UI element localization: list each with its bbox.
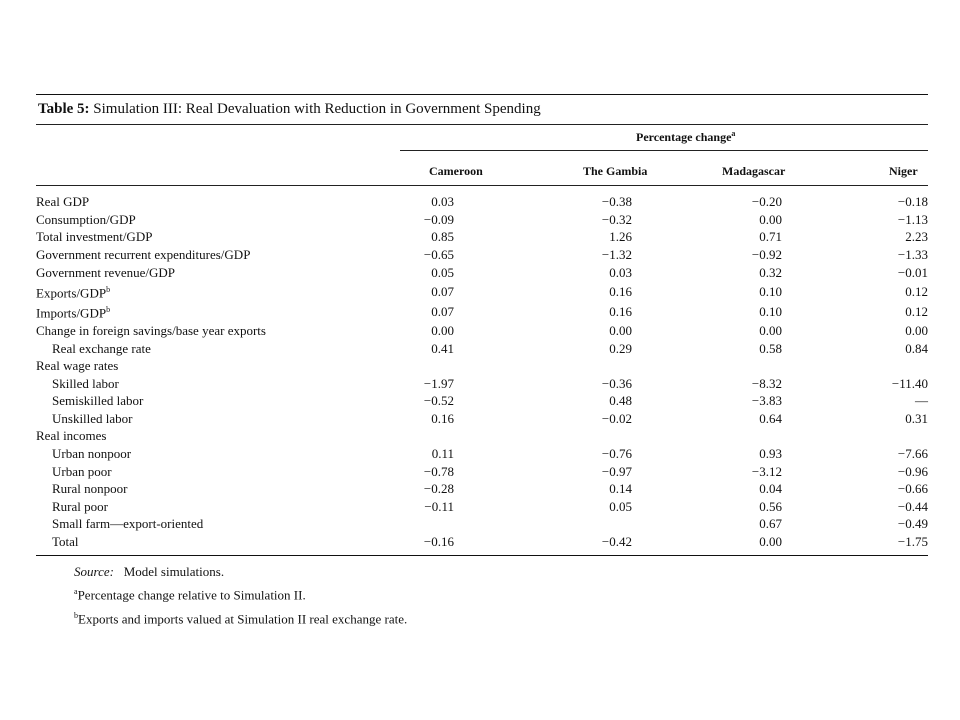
source-text: Model simulations. <box>123 564 225 580</box>
cell-madagascar: −3.83 <box>751 393 782 409</box>
cell-cameroon: −0.16 <box>423 534 454 550</box>
cell-niger: 0.00 <box>905 322 928 338</box>
row-label-text: Unskilled labor <box>52 410 133 426</box>
row-label-note: b <box>106 284 111 294</box>
column-header-niger: Niger <box>889 164 918 178</box>
cell-niger: −0.01 <box>897 264 928 280</box>
row-label <box>36 281 422 301</box>
table-row <box>36 322 928 340</box>
cell-niger: −0.96 <box>897 463 928 479</box>
row-label-text: Total <box>52 534 79 550</box>
cell-the-gambia: −0.97 <box>601 463 632 479</box>
cell-niger: −0.66 <box>897 481 928 497</box>
table-row <box>36 339 928 357</box>
row-label <box>36 480 422 498</box>
cell-cameroon: 0.00 <box>431 322 454 338</box>
cell-cameroon: −0.65 <box>423 247 454 263</box>
table-row <box>36 392 928 410</box>
cell-madagascar: 0.56 <box>759 498 782 514</box>
header-rule <box>36 185 928 186</box>
cell-the-gambia: −0.02 <box>601 410 632 426</box>
row-label-text: Semiskilled labor <box>52 393 144 409</box>
bottom-rule <box>36 555 928 556</box>
table-row <box>36 533 928 551</box>
data-table <box>36 193 928 550</box>
cell-madagascar: 0.58 <box>759 340 782 356</box>
footnote-a-mark: a <box>74 587 78 597</box>
cell-niger: 0.31 <box>905 410 928 426</box>
row-label <box>36 228 422 246</box>
footnote-b <box>74 606 928 629</box>
table-row <box>36 357 928 375</box>
cell-madagascar: 0.10 <box>759 283 782 299</box>
cell-madagascar <box>632 427 782 445</box>
cell-niger: — <box>915 393 928 409</box>
table-row <box>36 211 928 229</box>
column-header-the-gambia: The Gambia <box>583 164 648 178</box>
row-label-text: Government revenue/GDP <box>36 264 175 280</box>
row-label-note: b <box>106 305 111 315</box>
table-row <box>36 374 928 392</box>
cell-madagascar: −8.32 <box>751 375 782 391</box>
cell-the-gambia: −0.38 <box>601 194 632 210</box>
column-header-row <box>36 151 928 185</box>
table-caption <box>36 95 928 124</box>
table-row <box>36 498 928 516</box>
cell-the-gambia: −0.42 <box>601 534 632 550</box>
footnote-a-text: Percentage change relative to Simulation II. <box>77 587 306 603</box>
table-row <box>36 515 928 533</box>
cell-cameroon <box>422 427 454 445</box>
row-label-text: Total investment/GDP <box>36 229 153 245</box>
cell-madagascar: 0.00 <box>759 534 782 550</box>
row-label-text: Small farm—export-oriented <box>52 516 204 532</box>
row-label-text: Rural nonpoor <box>52 481 128 497</box>
row-label-text: Change in foreign savings/base year exports <box>36 322 266 338</box>
cell-cameroon: 0.41 <box>431 340 454 356</box>
table-row <box>36 462 928 480</box>
source-label: Source: <box>74 564 114 580</box>
group-header <box>636 129 735 145</box>
cell-cameroon: −0.09 <box>423 211 454 227</box>
caption-label: Table 5: <box>38 101 90 117</box>
cell-madagascar <box>632 357 782 375</box>
cell-the-gambia: 1.26 <box>609 229 632 245</box>
cell-the-gambia <box>454 515 632 533</box>
group-header-row <box>36 125 928 151</box>
cell-the-gambia: 0.48 <box>609 393 632 409</box>
cell-the-gambia: −0.36 <box>601 375 632 391</box>
cell-cameroon: −1.97 <box>423 375 454 391</box>
row-label-text: Consumption/GDP <box>36 211 136 227</box>
cell-cameroon: 0.16 <box>431 410 454 426</box>
cell-cameroon <box>422 357 454 375</box>
cell-madagascar: −3.12 <box>751 463 782 479</box>
cell-the-gambia: 0.16 <box>609 303 632 319</box>
cell-niger: −0.18 <box>897 194 928 210</box>
cell-cameroon: −0.52 <box>423 393 454 409</box>
cell-cameroon: 0.05 <box>431 264 454 280</box>
row-label <box>36 211 422 229</box>
cell-madagascar: 0.71 <box>759 229 782 245</box>
cell-the-gambia: 0.05 <box>609 498 632 514</box>
cell-madagascar: 0.32 <box>759 264 782 280</box>
table-row <box>36 480 928 498</box>
cell-the-gambia: 0.16 <box>609 283 632 299</box>
group-header-note: a <box>731 129 736 138</box>
row-label <box>36 462 422 480</box>
row-label <box>36 498 422 516</box>
cell-madagascar: 0.00 <box>759 322 782 338</box>
cell-the-gambia <box>454 357 632 375</box>
row-label <box>36 246 422 264</box>
cell-cameroon: 0.03 <box>431 194 454 210</box>
row-label <box>36 533 422 551</box>
row-label <box>36 374 422 392</box>
row-label-text: Urban nonpoor <box>52 446 132 462</box>
cell-cameroon: 0.85 <box>431 229 454 245</box>
cell-cameroon <box>422 515 454 533</box>
row-label-text: Urban poor <box>52 463 112 479</box>
cell-niger: −0.44 <box>897 498 928 514</box>
row-label <box>36 301 422 321</box>
row-label-text: Rural poor <box>52 498 108 514</box>
row-label <box>36 263 422 281</box>
table-row <box>36 193 928 211</box>
row-label <box>36 357 422 375</box>
cell-the-gambia: −0.76 <box>601 446 632 462</box>
cell-niger: −1.75 <box>897 534 928 550</box>
cell-the-gambia: 0.00 <box>609 322 632 338</box>
row-label-text: Real GDP <box>36 194 90 210</box>
source-note <box>74 562 928 582</box>
row-label <box>36 339 422 357</box>
row-label-text: Real incomes <box>36 428 107 444</box>
row-label-text: Real wage rates <box>36 358 119 374</box>
cell-cameroon: −0.11 <box>424 498 454 514</box>
cell-the-gambia: 0.29 <box>609 340 632 356</box>
cell-niger: −7.66 <box>897 446 928 462</box>
cell-niger: 2.23 <box>905 229 928 245</box>
row-label <box>36 427 422 445</box>
cell-niger: 0.12 <box>905 283 928 299</box>
cell-madagascar: 0.67 <box>759 516 782 532</box>
row-label-text: Government recurrent expenditures/GDP <box>36 247 251 263</box>
cell-madagascar: 0.93 <box>759 446 782 462</box>
row-label <box>36 322 422 340</box>
row-label <box>36 410 422 428</box>
row-label <box>36 445 422 463</box>
table-row <box>36 263 928 281</box>
table-row <box>36 410 928 428</box>
row-label <box>36 193 422 211</box>
cell-the-gambia: −1.32 <box>601 247 632 263</box>
row-label-text: Real exchange rate <box>52 340 151 356</box>
cell-madagascar: 0.00 <box>759 211 782 227</box>
cell-the-gambia: 0.03 <box>609 264 632 280</box>
row-label <box>36 515 422 533</box>
group-header-text: Percentage change <box>636 130 732 144</box>
cell-niger: −0.49 <box>897 516 928 532</box>
column-header-cameroon: Cameroon <box>429 164 483 178</box>
row-label-text: Skilled labor <box>52 375 119 391</box>
cell-madagascar: −0.92 <box>751 247 782 263</box>
table-row <box>36 281 928 301</box>
row-label-text: Exports/GDP <box>36 285 107 301</box>
cell-cameroon: −0.78 <box>423 463 454 479</box>
cell-madagascar: −0.20 <box>751 194 782 210</box>
cell-cameroon: 0.07 <box>431 283 454 299</box>
table-5 <box>36 94 928 629</box>
table-row <box>36 228 928 246</box>
cell-cameroon: 0.11 <box>431 446 454 462</box>
caption-title: Simulation III: Real Devaluation with Reduction in Government Spending <box>93 101 541 117</box>
table-row <box>36 301 928 321</box>
cell-niger: −1.33 <box>897 247 928 263</box>
footnote-b-text: Exports and imports valued at Simulation II real exchange rate. <box>78 611 408 626</box>
table-row <box>36 427 928 445</box>
cell-niger <box>782 427 928 445</box>
cell-niger: −11.40 <box>891 375 928 391</box>
cell-madagascar: 0.64 <box>759 410 782 426</box>
cell-madagascar: 0.10 <box>759 303 782 319</box>
footnote-b-mark: b <box>74 610 78 620</box>
column-header-madagascar: Madagascar <box>722 164 786 178</box>
cell-madagascar: 0.04 <box>759 481 782 497</box>
cell-the-gambia: −0.32 <box>601 211 632 227</box>
row-label-text: Imports/GDP <box>36 305 107 321</box>
table-notes <box>36 562 928 629</box>
cell-cameroon: −0.28 <box>423 481 454 497</box>
table-body <box>36 193 928 550</box>
cell-niger: 0.84 <box>905 340 928 356</box>
cell-the-gambia: 0.14 <box>609 481 632 497</box>
cell-cameroon: 0.07 <box>431 303 454 319</box>
cell-niger <box>782 357 928 375</box>
cell-niger: 0.12 <box>905 303 928 319</box>
cell-the-gambia <box>454 427 632 445</box>
footnote-a <box>74 582 928 605</box>
row-label <box>36 392 422 410</box>
cell-niger: −1.13 <box>897 211 928 227</box>
table-row <box>36 445 928 463</box>
table-row <box>36 246 928 264</box>
